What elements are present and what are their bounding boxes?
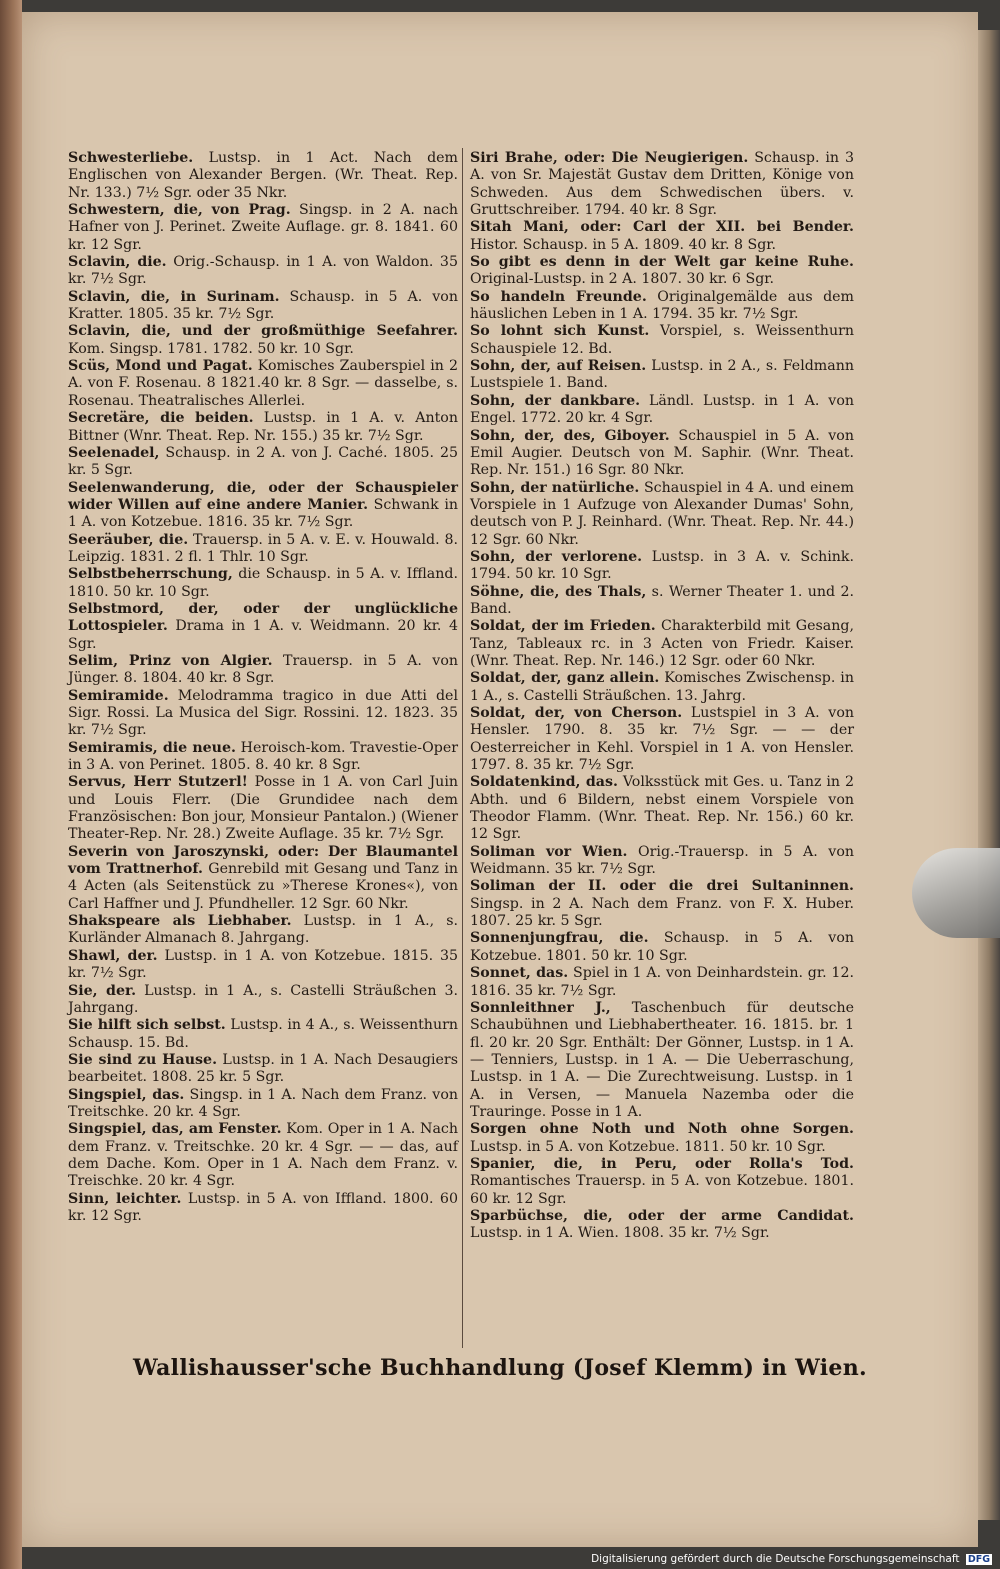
catalog-entry: [56, 983, 458, 1018]
entry-details: Schausp. in 5 A. von Kotzebue. 1801. 50 kr. 10 Sgr.: [470, 930, 854, 964]
left-column: [68, 150, 458, 1225]
entry-title: Soliman vor Wien.: [470, 843, 628, 860]
entry-details: Lustsp. in 1 Act. Nach dem Englischen von Alexander Bergen. (Wr. Theat. Rep. Nr. 133.) 7½ Sgr. oder 35 Nkr.: [68, 150, 458, 201]
entry-details: Vorspiel, s. Weissenthurn Schauspiele 12. Bd.: [470, 323, 854, 357]
entry-details: Schauspiel in 5 A. von Emil Augier. Deutsch von M. Saphir. (Wnr. Theat. Rep. Nr. 151.) 16 Sgr. 80 Nkr.: [470, 427, 854, 479]
catalog-entry: [56, 358, 458, 410]
catalog-entry: [56, 1052, 458, 1087]
catalog-entry: [56, 532, 458, 567]
entry-details: Singsp. in 1 A. Nach dem Franz. von Treitschke. 20 kr. 4 Sgr.: [68, 1086, 458, 1120]
entry-details: Lustsp. in 2 A., s. Feldmann Lustspiele 1. Band.: [470, 358, 854, 392]
entry-title: Singspiel, das.: [68, 1086, 185, 1103]
entry-details: Singsp. in 2 A. Nach dem Franz. von F. X. Huber. 1807. 25 kr. 5 Sgr.: [470, 895, 854, 930]
entry-details: Lustspiel in 3 A. von Hensler. 1790. 8. 35 kr. 7½ Sgr. — — der Oesterreicher in Kehl. Vorspiel in 1 A. von Hensler. 1797. 8. 35 kr. 7½ Sgr.: [470, 705, 855, 774]
entry-details: Komisches Zauberspiel in 2 A. von F. Rosenau. 8 1821.40 kr. 8 Sgr. — dasselbe, s. Rosenau. Theatralisches Allerlei.: [68, 358, 458, 409]
entry-title: Scüs, Mond und Pagat.: [68, 358, 253, 375]
entry-title: Sohn, der natürliche.: [470, 479, 640, 496]
dfg-logo: DFG: [967, 1554, 990, 1565]
entry-details: Charakterbild mit Gesang, Tanz, Tableaux rc. in 3 Acten von Friedr. Kaiser. (Wnr. Theat. Rep. Nr. 146.) 12 Sgr. oder 60 Nkr.: [470, 618, 854, 669]
entry-details: Orig.-Schausp. in 1 A. von Waldon. 35 kr. 7½ Sgr.: [68, 254, 458, 288]
entry-details: Schausp. in 5 A. von Kratter. 1805. 35 kr. 7½ Sgr.: [68, 288, 458, 323]
page-clip: [912, 848, 1000, 938]
catalog-entry: [56, 289, 458, 324]
catalog-entry: [458, 549, 854, 584]
book-spine: [0, 0, 22, 1569]
entry-details: Original-Lustsp. in 2 A. 1807. 30 kr. 6 Sgr.: [470, 271, 775, 288]
catalog-entry: [458, 323, 854, 358]
entry-title: Sorgen ohne Noth und Noth ohne Sorgen.: [470, 1121, 854, 1138]
entry-title: Selbstmord, der, oder der unglückliche Lottospieler.: [68, 600, 458, 635]
entry-title: Soldat, der im Frieden.: [470, 618, 656, 635]
entry-title: Shawl, der.: [68, 947, 158, 964]
catalog-entry: [458, 428, 854, 480]
catalog-entry: [458, 1208, 854, 1243]
entry-details: Lustsp. in 1 A. Nach Desaugiers bearbeitet. 1808. 25 kr. 5 Sgr.: [68, 1051, 458, 1086]
entry-title: So gibt es denn in der Welt gar keine Ruhe.: [470, 254, 854, 271]
entry-title: Severin von Jaroszynski, oder: Der Blaumantel vom Trattnerhof.: [68, 843, 458, 878]
entry-title: Sinn, leichter.: [68, 1190, 182, 1207]
entry-title: Sohn, der dankbare.: [470, 392, 641, 409]
entry-details: Lustsp. in 1 A. v. Anton Bittner (Wnr. Theat. Rep. Nr. 155.) 35 kr. 7½ Sgr.: [68, 410, 458, 444]
catalog-entry: [56, 150, 458, 202]
entry-title: Sonnet, das.: [470, 965, 569, 982]
entry-title: Singspiel, das, am Fenster.: [68, 1121, 282, 1138]
entry-title: Seelenadel,: [68, 444, 160, 461]
entry-details: Heroisch-kom. Travestie-Oper in 3 A. von Perinet. 1805. 8. 40 kr. 8 Sgr.: [68, 739, 458, 774]
entry-details: Lustsp. in 1 A., s. Castelli Sträußchen 3. Jahrgang.: [68, 982, 458, 1016]
entry-title: Sie hilft sich selbst.: [68, 1017, 226, 1034]
entry-title: Secretäre, die beiden.: [68, 410, 254, 427]
entry-title: Soldat, der, von Cherson.: [470, 705, 683, 721]
catalog-entry: [458, 670, 854, 705]
entry-title: Söhne, die, des Thals,: [470, 583, 647, 600]
catalog-entry: [56, 844, 458, 913]
entry-title: Schwesterliebe.: [68, 150, 194, 166]
catalog-entry: [458, 480, 854, 549]
entry-title: Sie, der.: [68, 982, 137, 999]
catalog-entry: [458, 150, 854, 219]
catalog-entry: [458, 618, 854, 670]
entry-title: Seeräuber, die.: [68, 531, 189, 548]
entry-details: Singsp. in 2 A. nach Hafner von J. Perinet. Zweite Auflage. gr. 8. 1841. 60 kr. 12 Sgr.: [68, 202, 458, 253]
entry-title: Sparbüchse, die, oder der arme Candidat.: [470, 1207, 854, 1224]
entry-details: Melodramma tragico in due Atti del Sigr. Rossi. La Musica del Sigr. Rossini. 12. 1823. 35 kr. 7½ Sgr.: [68, 687, 458, 739]
entry-details: die Schausp. in 5 A. v. Iffland. 1810. 50 kr. 10 Sgr.: [68, 566, 458, 600]
entry-details: Komisches Zwischensp. in 1 A., s. Castelli Sträußchen. 13. Jahrg.: [470, 670, 854, 704]
entry-details: Spiel in 1 A. von Deinhardstein. gr. 12. 1816. 35 kr. 7½ Sgr.: [470, 965, 854, 999]
entry-title: Sohn, der verlorene.: [470, 548, 643, 565]
entry-title: Sonnenjungfrau, die.: [470, 930, 649, 947]
entry-details: Schausp. in 2 A. von J. Caché. 1805. 25 kr. 5 Sgr.: [68, 444, 458, 479]
entry-title: Servus, Herr Stutzerl!: [68, 774, 248, 791]
publisher-footer: Wallishausser'sche Buchhandlung (Josef Klemm) in Wien.: [133, 1355, 867, 1381]
entry-details: Volksstück mit Ges. u. Tanz in 2 Abth. und 6 Bildern, nebst einem Vorspiele von Theodor Flamm. (Wnr. Theat. Rep. Nr. 156.) 60 kr. 12 Sgr.: [470, 774, 854, 843]
entry-details: Lustsp. in 3 A. v. Schink. 1794. 50 kr. 10 Sgr.: [470, 548, 854, 583]
entry-title: Soldat, der, ganz allein.: [470, 670, 660, 687]
entry-details: Genrebild mit Gesang und Tanz in 4 Acten (als Seitenstück zu »Therese Krones«), von Carl Haffner und J. Pfundheller. 12 Sgr. 60 Nkr.: [68, 861, 458, 912]
catalog-entry: [56, 410, 458, 445]
catalog-entry: [56, 913, 458, 948]
entry-details: Trauersp. in 5 A. v. E. v. Houwald. 8. Leipzig. 1831. 2 fl. 1 Thlr. 10 Sgr.: [68, 531, 458, 565]
entry-title: Spanier, die, in Peru, oder Rolla's Tod.: [470, 1155, 854, 1172]
entry-details: Trauersp. in 5 A. von Jünger. 8. 1804. 40 kr. 8 Sgr.: [68, 652, 459, 687]
entry-title: Soldatenkind, das.: [470, 774, 618, 791]
entry-details: Romantisches Trauersp. in 5 A. von Kotzebue. 1801. 60 kr. 12 Sgr.: [470, 1173, 854, 1207]
entry-title: Semiramis, die neue.: [68, 739, 236, 756]
catalog-entry: [458, 254, 854, 289]
entry-details: Schauspiel in 4 A. und einem Vorspiele in 1 Aufzuge von Alexander Dumas' Sohn, deutsch von P. J. Reinhard. (Wnr. Theat. Rep. Nr. 44.) 12 Sgr. 60 Nkr.: [470, 479, 854, 548]
entry-details: Orig.-Trauersp. in 5 A. von Weidmann. 35 kr. 7½ Sgr.: [470, 843, 855, 878]
catalog-entry: [458, 705, 854, 774]
catalog-entry: [458, 1121, 854, 1156]
catalog-entry: [56, 1087, 458, 1122]
catalog-entry: [458, 965, 854, 1000]
entry-title: Semiramide.: [68, 687, 169, 704]
entry-title: Shakspeare als Liebhaber.: [68, 913, 292, 930]
catalog-entry: [458, 358, 854, 393]
catalog-entry: [56, 566, 458, 601]
catalog-entry: [56, 740, 458, 775]
entry-details: Lustsp. in 1 A., s. Kurländer Almanach 8. Jahrgang.: [68, 913, 458, 947]
digitization-credit: [591, 1553, 992, 1565]
catalog-entry: [458, 289, 854, 324]
catalog-entry: [56, 480, 458, 532]
catalog-entry: [458, 393, 854, 428]
entry-details: Kom. Oper in 1 A. Nach dem Franz. v. Treitschke. 20 kr. 4 Sgr. — — das, auf dem Dache. Kom. Oper in 1 A. Nach dem Franz. v. Treischke. 20 kr. 4 Sgr.: [68, 1121, 458, 1190]
catalog-entry: [458, 878, 854, 930]
entry-title: Sitah Mani, oder: Carl der XII. bei Bender.: [470, 219, 854, 236]
catalog-entry: [56, 1017, 458, 1052]
entry-details: Posse in 1 A. von Carl Juin und Louis Flerr. (Die Grundidee nach dem Französischen: Bon jour, Monsieur Pantalon.) (Wiener Theater-Rep. Nr. 28.) Zweite Auflage. 35 kr. 7½ Sgr.: [68, 774, 458, 843]
entry-details: Lustsp. in 5 A. von Iffland. 1800. 60 kr. 12 Sgr.: [68, 1190, 458, 1224]
entry-title: Selim, Prinz von Algier.: [68, 652, 273, 669]
entry-details: Drama in 1 A. v. Weidmann. 20 kr. 4 Sgr.: [68, 618, 458, 652]
catalog-entry: [458, 844, 854, 879]
right-column: [470, 150, 854, 1243]
catalog-entry: [56, 601, 458, 653]
entry-details: Lustsp. in 4 A., s. Weissenthurn Schausp. 15. Bd.: [68, 1017, 458, 1051]
entry-details: Originalgemälde aus dem häuslichen Leben in 1 A. 1794. 35 kr. 7½ Sgr.: [470, 288, 854, 323]
entry-title: Selbstbeherrschung,: [68, 566, 233, 583]
catalog-entry: [56, 323, 458, 358]
entry-details: Lustsp. in 1 A. von Kotzebue. 1815. 35 kr. 7½ Sgr.: [68, 947, 458, 982]
entry-title: Sie sind zu Hause.: [68, 1051, 218, 1068]
catalog-entry: [458, 774, 854, 843]
entry-title: Seelenwanderung, die, oder der Schauspieler wider Willen auf eine andere Manier.: [68, 479, 458, 513]
entry-title: Siri Brahe, oder: Die Neugierigen.: [470, 150, 749, 166]
catalog-entry: [56, 688, 458, 740]
entry-title: Schwestern, die, von Prag.: [68, 202, 291, 219]
entry-details: s. Werner Theater 1. und 2. Band.: [470, 583, 855, 617]
entry-title: Soliman der II. oder die drei Sultaninnen.: [470, 878, 854, 895]
catalog-entry: [56, 1191, 458, 1226]
catalog-entry: [458, 930, 854, 965]
entry-details: Ländl. Lustsp. in 1 A. von Engel. 1772. 20 kr. 4 Sgr.: [470, 392, 855, 427]
entry-title: Sohn, der, des, Giboyer.: [470, 427, 670, 444]
catalog-entry: [458, 584, 854, 619]
catalog-entry: [56, 948, 458, 983]
entry-details: Schausp. in 3 A. von Sr. Majestät Gustav dem Dritten, Könige von Schweden. Aus dem Schwedischen übers. v. Gruttschreiber. 1794. 40 kr. 8 Sgr.: [470, 150, 854, 219]
entry-title: Sclavin, die.: [68, 254, 167, 271]
entry-title: So handeln Freunde.: [470, 288, 647, 305]
entry-details: Kom. Singsp. 1781. 1782. 50 kr. 10 Sgr.: [68, 340, 354, 357]
entry-details: Lustsp. in 1 A. Wien. 1808. 35 kr. 7½ Sgr.: [470, 1225, 770, 1242]
entry-title: So lohnt sich Kunst.: [470, 323, 650, 340]
catalog-entry: [458, 219, 854, 254]
catalog-entry: [56, 445, 458, 480]
entry-details: Taschenbuch für deutsche Schaubühnen und Liebhabertheater. 16. 1815. br. 1 fl. 20 kr. 20 Sgr. Enthält: Der Gönner, Lustsp. in 1 A. — Tenniers, Lustsp. in 1 A. — Die Ueberraschung, Lustsp. in 1 A. — Die Zurechtweisung. Lustsp. in 1 A. in Versen, — Manuela Nazemba oder die Trauringe. Posse in 1 A.: [470, 999, 854, 1120]
catalog-entry: [56, 774, 458, 843]
entry-title: Sclavin, die, in Surinam.: [68, 288, 280, 305]
catalog-entry: [56, 254, 458, 289]
catalog-entry: [458, 1156, 854, 1208]
credit-text: Digitalisierung gefördert durch die Deutsche Forschungsgemeinschaft: [591, 1553, 960, 1565]
catalog-entry: [56, 1121, 458, 1190]
catalog-entry: [56, 653, 458, 688]
entry-details: Lustsp. in 5 A. von Kotzebue. 1811. 50 kr. 10 Sgr.: [470, 1138, 826, 1155]
entry-details: Schwank in 1 A. von Kotzebue. 1816. 35 kr. 7½ Sgr.: [68, 496, 458, 531]
entry-title: Sonnleithner J.,: [470, 999, 611, 1016]
entry-details: Histor. Schausp. in 5 A. 1809. 40 kr. 8 Sgr.: [470, 236, 777, 253]
page-edge: [978, 30, 1000, 1520]
entry-title: Sohn, der, auf Reisen.: [470, 358, 647, 375]
catalog-entry: [458, 1000, 854, 1121]
catalog-entry: [56, 202, 458, 254]
entry-title: Sclavin, die, und der großmüthige Seefahrer.: [68, 323, 458, 340]
